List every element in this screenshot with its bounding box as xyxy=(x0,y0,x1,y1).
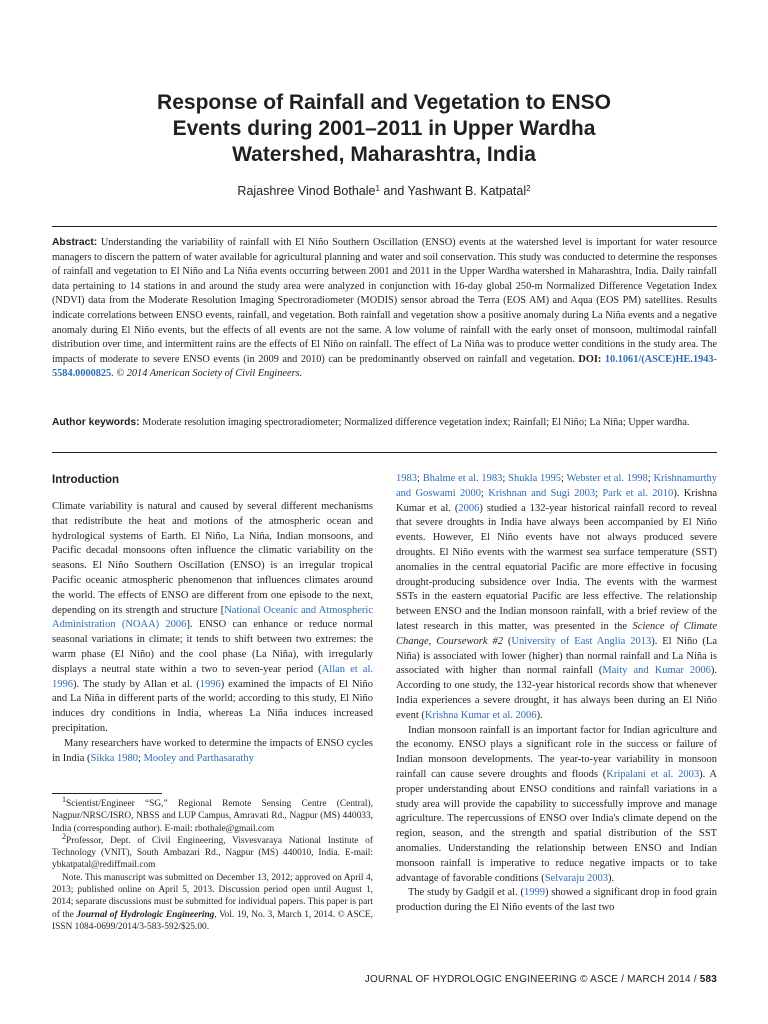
author-conjunction: and xyxy=(379,184,408,198)
section-heading-introduction: Introduction xyxy=(52,474,120,486)
text-run: ). xyxy=(536,709,543,721)
text-run: ; xyxy=(647,473,654,484)
keywords-label: Author keywords: xyxy=(52,417,140,428)
doi-link[interactable]: 10.1061/(ASCE)HE.1943-5584.0000825 xyxy=(52,353,717,380)
text-run: Climate variability is natural and caused by several different mechanisms that redistribute the heat and motions of the atmospheric ocean and hydrological systems of Earth. El Niño, La Niña, Indian monsoons, and Pacific decadal monsoons often influence the climatic variability on the seasons. El Niño Southern Oscillation (ENSO) is an irregular tropical Pacific oceanic atmospheric phenomenon that influences climates around the world. The effects of ENSO are different from one episode to the next, depending on its strength and structure [ xyxy=(52,501,373,616)
text-run: ) showed a significant drop in food grain production during the El Niño events of the last two xyxy=(396,887,718,914)
text-run: ). The study by Allan et al. ( xyxy=(73,678,200,690)
footnote-rule xyxy=(52,793,162,794)
footnote-1 xyxy=(52,795,373,835)
text-run: ). According to one study, the 132-year historical records show that whenever India experiences a severe drought, it has always been during an El Niño event ( xyxy=(396,665,717,721)
submission-note xyxy=(52,872,373,933)
abstract-text: Understanding the variability of rainfall with El Niño Southern Oscillation (ENSO) events at the watershed level is important for water resource managers to discern the pattern of water available for agricultural planning and water and soil conservation. This study was conducted to determine the responses of rainfall and vegetation to El Niño and La Niña events occurring between 2001 and 2011 in the Upper Wardha watershed in Maharashtra, India. Daily rainfall data pertaining to 14 stations in and around the study area were analyzed in conjunction with 16-day global 250-m Normalized Difference Vegetation Index (NDVI) data from the Moderate Resolution Imaging Spectroradiometer (MODIS) sensor abroad the Terra (EOS AM) and Aqua (EOS PM) satellites. Results indicate correlations between ENSO events, rainfall, and vegetation. Both rainfall and vegetation show a positive anomaly during La Niña events and a negative anomaly during El Niño events, but the effects of all events are not the same. A low volume of rainfall with the early onset of monsoon, multimodal rainfall distribution over time, and intermittent rains are the effects of El Niño on rainfall. The effect of La Niña was to produce wetter conditions in the study area. The impacts of moderate to severe ENSO events (in 2009 and 2010) can be predominantly observed on rainfall and vegetation. xyxy=(52,237,717,365)
intro-paragraph-4 xyxy=(396,886,717,916)
left-column xyxy=(52,500,373,766)
citation-link[interactable]: Kripalani et al. 2003 xyxy=(606,768,700,780)
text-run: Indian monsoon rainfall is an important factor for Indian agriculture and the economy. ENSO plays a significant role in the success or failure of Indian monsoon developments. The year-to-year variability in monsoon rainfall can cause severe droughts and floods ( xyxy=(396,724,717,780)
text-run: ; xyxy=(138,752,144,764)
title-line-2: Events during 2001–2011 in Upper Wardha xyxy=(172,117,596,140)
footnotes xyxy=(52,795,373,933)
author-1: Rajashree Vinod Bothale xyxy=(237,184,376,198)
citation-link[interactable]: Webster et al. 1998 xyxy=(566,473,648,484)
author-1-affiliation-mark: 1 xyxy=(375,184,380,193)
abstract-label: Abstract: xyxy=(52,237,98,248)
citation-link[interactable]: Mooley and Parthasarathy xyxy=(143,752,254,764)
text-run: ) examined the impacts of El Niño and La Niña in different parts of the world; according to this study, El Niño induces dry conditions in India, whereas La Niña induces increased precipitation. xyxy=(52,678,373,734)
footnote-mark: 2 xyxy=(62,831,66,841)
text-run: ; xyxy=(561,473,567,484)
citation-link[interactable]: Shukla 1995 xyxy=(508,473,562,484)
footnote-text: Scientist/Engineer “SG,” Regional Remote Sensing Centre (Central), Nagpur/NRSC/ISRO, NBSS and LUP Campus, Amravati Rd., Nagpur (MS) 440033, India (corresponding author). E-mail: rbothale@gmail.com xyxy=(52,799,373,834)
intro-paragraph-2-continued xyxy=(396,472,717,724)
citation-link[interactable]: Selvaraju 2003 xyxy=(544,872,608,884)
note-text: Note. This manuscript was submitted on December 13, 2012; approved on April 4, 2013; published online on April 5, 2013. Discussion period open until August 1, 2014; separate discussions must be submitted for individual papers. This paper is part of the xyxy=(52,872,373,920)
intro-paragraph-1 xyxy=(52,500,373,737)
abstract xyxy=(52,236,717,382)
text-run: ; xyxy=(595,487,603,499)
text-run: ) studied a 132-year historical rainfall record to reveal that severe droughts in India have always been accompanied by El Niño events. However, El Niño events have not always produced severe droughts. El Niño events with the warmest sea surface temperature (SST) anomalies in the central equatorial Pacific are more effective in focusing drought-producing subsidence over India. The events with the warmest SSTs in the eastern equatorial Pacific are less effective. The relationship between ENSO and the Indian monsoon rainfall, with a brief review of the latest research in this matter, was presented in the xyxy=(396,502,717,632)
citation-link[interactable]: Krishnan and Sugi 2003 xyxy=(488,487,596,499)
intro-paragraph-2 xyxy=(52,737,373,767)
title-line-1: Response of Rainfall and Vegetation to ENSO xyxy=(157,91,611,114)
intro-paragraph-3 xyxy=(396,724,717,887)
page-footer xyxy=(52,974,717,985)
text-run: ). xyxy=(607,872,615,884)
citation-link[interactable]: 1999 xyxy=(523,887,545,899)
text-run: ). Krishna Kumar et al. ( xyxy=(396,487,717,514)
journal-name: Journal of Hydrologic Engineering xyxy=(76,909,215,920)
text-run: Many researchers have worked to determine the impacts of ENSO cycles in India ( xyxy=(52,737,373,764)
author-2: Yashwant B. Katpatal xyxy=(407,184,527,198)
citation-link[interactable]: 2006 xyxy=(458,502,480,514)
citation-link[interactable]: Bhalme et al. 1983 xyxy=(422,473,503,484)
citation-link[interactable]: Krishnamurthy and Goswami 2000 xyxy=(396,473,718,499)
text-run: The study by Gadgil et al. ( xyxy=(408,887,524,899)
keywords-bottom-rule xyxy=(52,452,717,453)
keywords-text: Moderate resolution imaging spectroradiometer; Normalized difference vegetation index; Rainfall; El Niño; La Niña; Upper wardha. xyxy=(139,417,690,428)
text-run: ; xyxy=(481,487,489,499)
citation-link[interactable]: 1983 xyxy=(396,473,417,484)
citation-link[interactable]: Park et al. 2010 xyxy=(602,487,674,499)
copyright-notice: . © 2014 American Society of Civil Engineers. xyxy=(111,368,303,380)
citation-link[interactable]: National Oceanic and Atmospheric Administration (NOAA) 2006 xyxy=(52,604,373,631)
abstract-top-rule xyxy=(52,226,717,227)
paper-title xyxy=(60,90,708,168)
page-number: 583 xyxy=(699,974,717,985)
author-list xyxy=(60,184,708,198)
text-run: ). A proper understanding about ENSO conditions and rainfall variations in a study area will provide the capability to successfully improve and manage agriculture. The repercussions of ENSO over India's climate depend on the region, season, and the strength and spatial distribution of the SST anomalies. Understanding the relationship between ENSO and Indian monsoon rainfall is imperative to reduce negative impacts or to take advantage of favorable conditions ( xyxy=(396,768,717,884)
citation-link[interactable]: Sikka 1980 xyxy=(90,752,139,764)
citation-link[interactable]: Maity and Kumar 2006 xyxy=(602,665,711,677)
footnote-2 xyxy=(52,831,373,872)
note-text: , Vol. 19, No. 3, March 1, 2014. © ASCE, ISSN 1084-0699/2014/3-583-592/$25.00. xyxy=(52,909,373,932)
citation-link[interactable]: University of East Anglia 2013 xyxy=(511,635,652,647)
doi-label: DOI: xyxy=(578,353,602,365)
citation-link[interactable]: Krishna Kumar et al. 2006 xyxy=(424,709,537,721)
footnote-mark: 1 xyxy=(62,795,66,804)
journal-running-footer: JOURNAL OF HYDROLOGIC ENGINEERING © ASCE / MARCH 2014 / xyxy=(364,974,700,985)
text-run: ; xyxy=(502,473,509,484)
title-line-3: Watershed, Maharashtra, India xyxy=(232,143,536,166)
text-run: ). El Niño (La Niña) is associated with lower (higher) than normal rainfall and La Niña is associated with higher than normal rainfall ( xyxy=(396,635,717,677)
text-run: ( xyxy=(502,635,512,647)
text-run: ]. ENSO can enhance or reduce normal seasonal variations in climate; it tends to shift between two extremes: the warm phase (El Niño) and the cool phase (La Niña), with irregularly displays a neutral state within a two to seven-year period ( xyxy=(52,619,373,675)
author-keywords xyxy=(52,416,717,431)
right-column xyxy=(396,472,717,916)
citation-link[interactable]: Allan et al. 1996 xyxy=(52,663,373,690)
citation-link[interactable]: 1996 xyxy=(199,678,221,690)
author-2-affiliation-mark: 2 xyxy=(526,184,531,193)
text-run: Science of Climate Change, Coursework #2 xyxy=(396,620,718,647)
text-run: ; xyxy=(417,473,423,484)
footnote-text: Professor, Dept. of Civil Engineering, Visvesvaraya National Institute of Technology (VNIT), South Ambazari Rd., Nagpur (MS) 440010, India. E-mail: ybkatpatal@rediffmail.com xyxy=(52,835,373,871)
